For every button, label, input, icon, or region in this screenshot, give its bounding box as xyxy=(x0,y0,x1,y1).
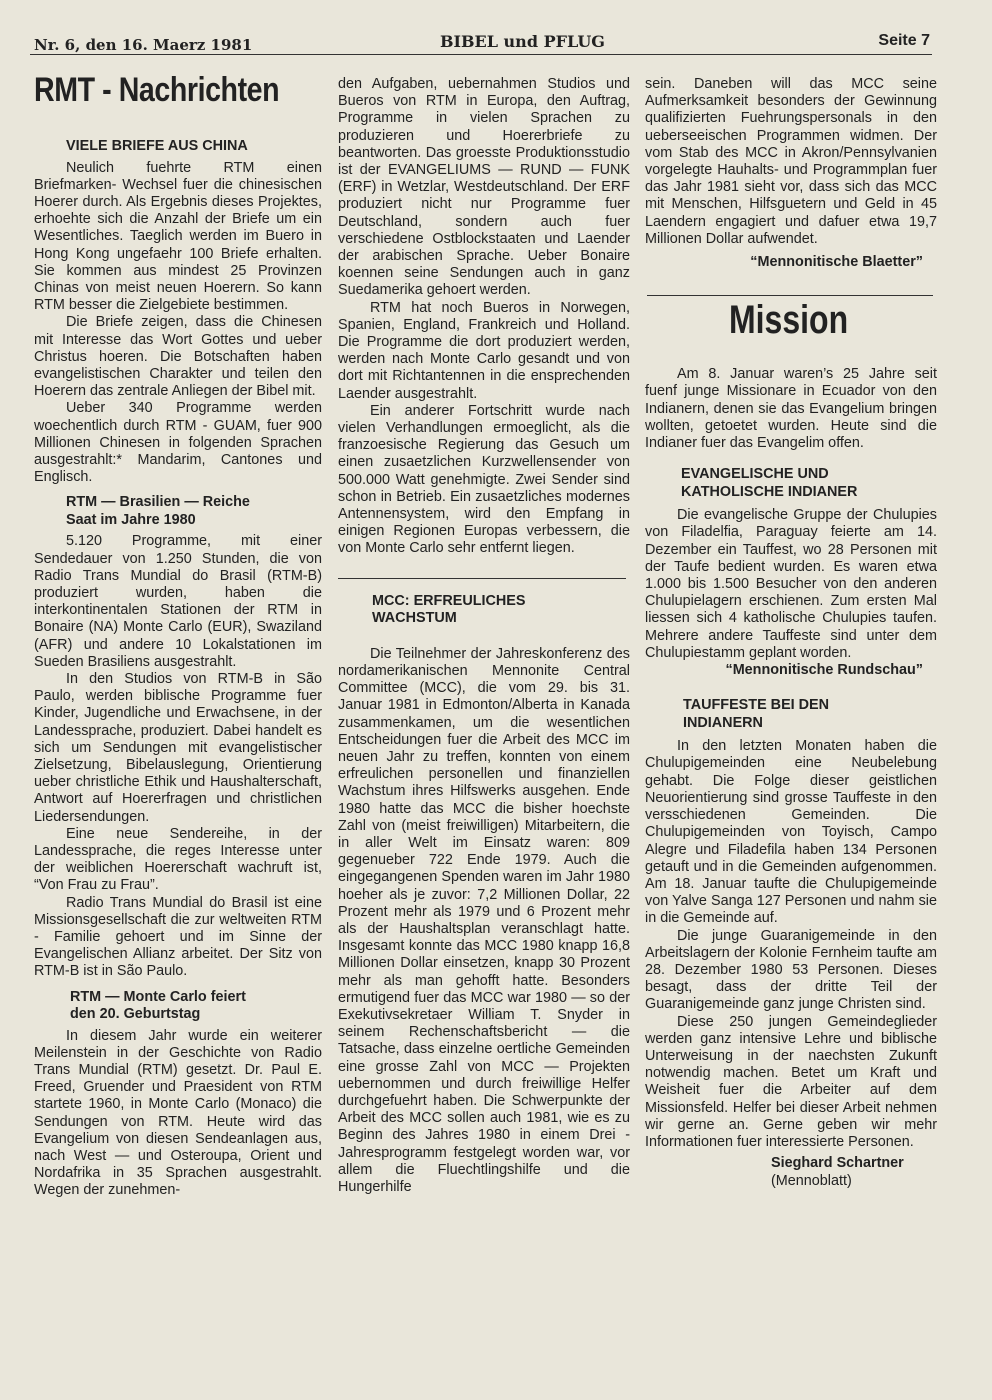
paragraph: Die Teilnehmer der Jahreskonferenz des nordamerikanischen Mennonite Central Committee (MCC), die vom 29. bis 31. Januar 1981 in Edmonton/Alberta in Kanada zusammenkamen, um die wesentlichen Entscheidungen fuer die Arbeit des MCC im neuen Jahr zu treffen, konnten von einem erfreulichen personellen und finanziellen Wachstum ihres Hilfswerks ausgehen. Ende 1980 hatte das MCC die bisher hoechste Zahl von (meist freiwilligen) Mitarbeitern, die in aller Welt im Einsatz waren: 809 gegenueber 722 Ende 1979. Auch die eingegangenen Spenden waren im Jahr 1980 hoeher als je zuvor: 7,2 Millionen Dollar, 22 Prozent mehr als 1979 und 6 Prozent mehr als der Haushaltsplan veranschlagt hatte. Insgesamt konnte das MCC 1980 knapp 16,8 Millionen Dollar einsetzen, knapp 30 Prozent mehr als man gehofft hatte. Besonders ermutigend fuer das MCC war 1980 — so der Exekutivsekretaer William T. Snyder in seinem Rechenschaftsbericht — die Tatsache, dass einzelne oertliche Gemeinden eine grosse Zahl von MCC — Projekten uebernommen und durch freiwillige Helfer durchgefuehrt haben. Die Schwerpunkte der Arbeit des MCC sollen auch 1981, wie es zu Beginn des Jahres 1980 in einem Drei - Jahresprogramm festgelegt worden war, vor allem die Fluechtlingshilfe und die Hungerhilfe xyxy=(338,645,630,1195)
heading-line: EVANGELISCHE UND xyxy=(681,466,829,483)
newspaper-title: BIBEL und PFLUG xyxy=(440,32,605,51)
heading-tauffeste xyxy=(683,697,937,732)
paragraph: In den letzten Monaten haben die Chulupigemeinden eine Neubelebung gehabt. Die Folge dieser geistlichen Neuorientierung sind grosse Tauffeste in den versschiedenen Gemeinden. Die Chulupigemeinden von Toyisch, Campo Alegre und Filadefila haben 134 Personen getauft und in die Gemeinden aufgenommen. Am 18. Januar taufte die Chulupigemeinde von Yalve Sanga 127 Personen und nahm sie in die Gemeinde auf. xyxy=(645,738,937,927)
page-number: Seite 7 xyxy=(878,32,930,49)
paragraph: Am 8. Januar waren’s 25 Jahre seit fuenf junge Missionare in Ecuador von den Indianern, denen sie das Evangelium bringen wollten, getoetet wurden. Heute sind die Indianer fuer das Evangelim offen. xyxy=(645,366,937,452)
mission-title: Mission xyxy=(729,298,849,343)
heading-line: MCC: ERFREULICHES xyxy=(372,592,526,609)
heading-line: RTM — Brasilien — Reiche xyxy=(66,494,250,511)
author-block xyxy=(771,1155,937,1190)
heading-line: INDIANERN xyxy=(683,714,763,731)
rmt-nachrichten-title: RMT - Nachrichten xyxy=(34,71,280,109)
heading-line: TAUFFESTE BEI DEN xyxy=(683,697,830,714)
heading-line: WACHSTUM xyxy=(372,610,457,627)
paragraph: Ein anderer Fortschritt wurde nach vielen Verhandlungen ermoeglicht, als die franzoesische Regierung das Gesuch um einen zusaetzlichen Kurzwellensender von 500.000 Watt genehmigte. Zwei Sender sind schon in Betrieb. Ein zusaetzliches modernes Antennensystem, wird den Empfang in einigen Regionen Europas verbessern, die von Monte Carlo sehr entfernt liegen. xyxy=(338,402,630,557)
paragraph: In diesem Jahr wurde ein weiterer Meilenstein in der Geschichte von Radio Trans Mundial (RTM) gesetzt. Dr. Paul E. Freed, Gruender und Praesident von RTM startete 1960, in Monte Carlo (Monaco) die Sendungen von RTM. Heute wird das Evangelium von diesen Sendeanlagen aus, nach West — und Osteroupa, Orient und Nordafrika in 35 Sprachen ausgestrahlt. Wegen der zunehmen- xyxy=(34,1027,322,1199)
heading-viele-briefe: VIELE BRIEFE AUS CHINA xyxy=(66,138,248,154)
source-mennonitische-rundschau: “Mennonitische Rundschau” xyxy=(725,662,923,679)
paragraph: Radio Trans Mundial do Brasil ist eine Missionsgesellschaft die zur weltweiten RTM - Familie gehoert und im Sinne der Evangelischen Allianz arbeitet. Der Sitz von RTM-B ist in São Paulo. xyxy=(34,894,322,980)
paragraph: 5.120 Programme, mit einer Sendedauer von 1.250 Stunden, die von Radio Trans Mundial do Brasil (RTM-B) produziert wurden, haben die interkontinentalen Stationen der RTM in Bonaire (NA) Monte Carlo (EUR), Swaziland (AFR) und andere 10 Lokalstationen im Sueden Brasiliens ausgestrahlt. xyxy=(34,533,322,670)
heading-mcc xyxy=(372,593,630,628)
paragraph: Eine neue Sendereihe, in der Landessprache, die reges Interesse unter der weiblichen Hoererschaft wachruft ist, “Von Frau zu Frau”. xyxy=(34,825,322,894)
heading-line: KATHOLISCHE INDIANER xyxy=(681,483,858,500)
paragraph: Neulich fuehrte RTM einen Briefmarken- Wechsel fuer die chinesischen Hoerer durch. Als Ergebnis dieses Projektes, erhoehte sich die Anzahl der Briefe um ein Wesentliches. Taeglich werden im Buero in Hong Kong ungefaehr 100 Briefe erhalten. Sie kommen aus mindest 25 Provinzen Chinas von meist neuen Hoerern. So kann RTM besser die Zielgebiete bestimmen. xyxy=(34,159,322,314)
column-2 xyxy=(338,76,630,1196)
mission-title-wrap xyxy=(645,296,937,366)
author-name: Sieghard Schartner xyxy=(771,1155,904,1172)
author-source: (Mennoblatt) xyxy=(771,1172,852,1189)
paragraph: RTM hat noch Bueros in Norwegen, Spanien, England, Frankreich und Holland. Die Programme die dort produziert werden, werden nach Monte Carlo gesandt und von dort mit Richtantennen in die ensprechenden Laender ausgestrahlt. xyxy=(338,299,630,402)
source-mennonitische-blaetter: “Mennonitische Blaetter” xyxy=(750,254,923,271)
page-header xyxy=(30,32,930,56)
heading-line: RTM — Monte Carlo feiert xyxy=(70,988,246,1005)
heading-rtm-brasilien xyxy=(66,494,322,529)
heading-evangelische-indianer xyxy=(681,466,937,501)
paragraph: Die Briefe zeigen, dass die Chinesen mit Interesse das Wort Gottes und ueber Christus hoeren. Die Botschaften haben evangelistischen Charakter und teilen den Hoerern das zentrale Anliegen der Bibel mit. xyxy=(34,314,322,400)
paragraph: Ueber 340 Programme werden woechentlich durch RTM - GUAM, fuer 900 Millionen Chinesen in folgenden Sprachen ausgestrahlt:* Mandarim, Cantones und Englisch. xyxy=(34,400,322,486)
issue-date: Nr. 6, den 16. Maerz 1981 xyxy=(34,36,253,54)
paragraph: In den Studios von RTM-B in São Paulo, werden biblische Programme fuer Kinder, Jugendliche und Erwachsene, in der Landessprache, produziert. Dabei handelt es sich um Sendungen mit evangelistischer Zielsetzung, Bibelauslegung, Orientierung ueber christliche Ethik und Haushalterschaft, Antwort auf Hoererfragen und christlichen Liedersendungen. xyxy=(34,670,322,825)
heading-rtm-monte-carlo xyxy=(70,989,322,1024)
heading-line: Saat im Jahre 1980 xyxy=(66,511,196,528)
rmt-title-wrap xyxy=(34,71,322,136)
paragraph: Die evangelische Gruppe der Chulupies von Filadelfia, Paraguay feierte am 14. Dezember ein Tauffest, wo 28 Personen mit der Taufe bedient wurden. Es waren etwa 1.000 bis 1.500 Besucher von den anderen Chulupielagern erschienen. Zum ersten Mal liessen sich 4 katholische Chulupies taufen. Mehrere andere Tauffeste sind unter dem Chulupiestamm geplant worden. xyxy=(645,507,937,661)
header-rule xyxy=(30,54,932,55)
paragraph: sein. Daneben will das MCC seine Aufmerksamkeit besonders der Gewinnung qualifizierten Fuehrungspersonals in den ueberseeischen Programmen widmen. Der vom Stab des MCC in Akron/Pennsylvanien vorgelegte Hauhalts- und Programmplan fuer das Jahr 1981 sieht vor, dass sich das MCC mit Menschen, Hilfsguetern und Geld in 45 Laendern engagiert und dafuer etwa 19,7 Millionen Dollar aufwendet. xyxy=(645,76,937,247)
paragraph: den Aufgaben, uebernahmen Studios und Bueros von RTM in Europa, den Auftrag, Programme in vielen Sprachen zu produzieren und Hoererbriefe zu beantworten. Das groesste Produktionsstudio ist der EVANGELIUMS — RUND — FUNK (ERF) in Wetzlar, Westdeutschland. Der ERF produziert nicht nur Programme fuer Deutschland, sondern auch fuer verschiedene Ostblockstaaten und Laender der arabischen Sprache. Ueber Bonaire koennen seine Sendungen auch in ganz Suedamerika gehoert werden. xyxy=(338,76,630,299)
paragraph: Diese 250 jungen Gemeindeglieder werden ganz intensive Lehre und biblische Unterweisung in der naechsten Zukunft notwendig machen. Betet um Kraft und Weisheit fuer die Arbeiter auf dem Missionsfeld. Helfer bei dieser Arbeit nehmen wir gerne an. Gerne geben wir mehr Informationen fuer interessierte Personen. xyxy=(645,1013,937,1150)
heading-line: den 20. Geburtstag xyxy=(70,1006,201,1023)
column-1 xyxy=(34,71,322,1200)
column-3 xyxy=(645,76,937,1190)
paragraph: Die junge Guaranigemeinde in den Arbeitslagern der Kolonie Fernheim taufte am 28. Dezember 1980 53 Personen. Dieses besagt, dass der dritte Teil der Guaranigemeinde ganz junge Christen sind. xyxy=(645,927,937,1013)
section-divider xyxy=(338,578,626,579)
